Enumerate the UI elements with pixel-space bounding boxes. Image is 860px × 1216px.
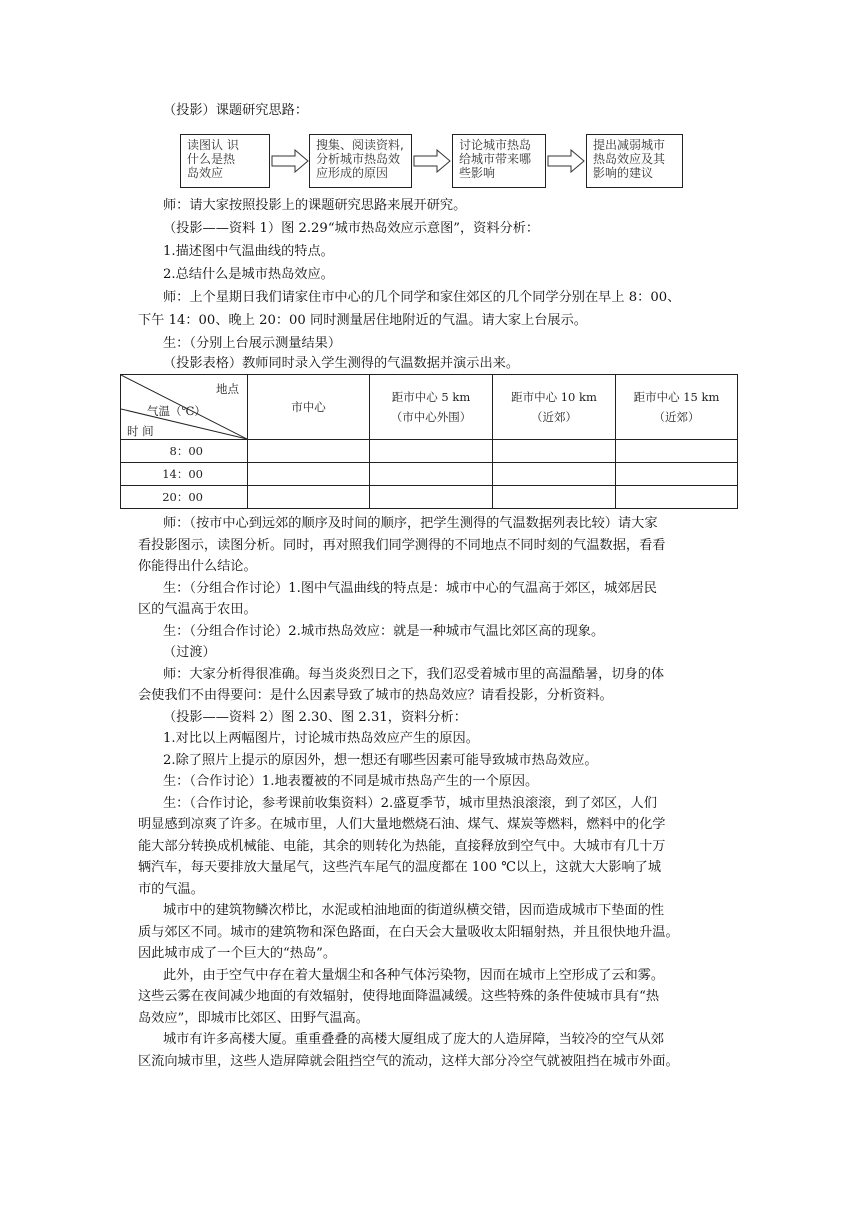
body-line: 会使我们不由得要问：是什么因素导致了城市的热岛效应？请看投影，分析资料。	[138, 688, 613, 703]
column-header-text: 距市中心 10 km	[511, 390, 597, 404]
body-line: （过渡）	[163, 645, 216, 660]
table-cell	[616, 463, 738, 486]
flow-step-1-line: 岛效应	[187, 166, 224, 180]
body-line: 岛效应”，即城市比郊区、田野气温高。	[138, 1010, 369, 1026]
body-line: 师：（按市中心到远郊的顺序及时间的顺序，把学生测得的气温数据列表比较）请大家	[163, 516, 658, 531]
column-header-subtext: （市中心外围）	[390, 410, 472, 424]
table-row	[121, 440, 738, 463]
table-cell	[248, 463, 370, 486]
table-cell	[616, 440, 738, 463]
text-line: 1.描述图中气温曲线的特点。	[163, 244, 334, 259]
table-cell	[493, 440, 616, 463]
body-line: 市的气温。	[138, 881, 204, 897]
flow-step-4-line: 提出减弱城市	[593, 138, 666, 152]
flow-arrow-icon	[271, 149, 309, 173]
table-header-cell	[248, 375, 370, 440]
table-row	[121, 463, 738, 486]
flow-step-4-line: 影响的建议	[593, 166, 654, 180]
body-line: 生：（分组合作讨论）2.城市热岛效应：就是一种城市气温比郊区高的现象。	[163, 623, 605, 639]
temperature-table	[120, 374, 738, 509]
table-cell	[248, 486, 370, 509]
row-time-label: 8：00	[121, 440, 248, 463]
table-header-cell	[616, 375, 738, 440]
table-cell	[493, 486, 616, 509]
corner-label-time: 时 间	[127, 424, 154, 438]
body-line: 城市有许多高楼大厦。重重叠叠的高楼大厦组成了庞大的人造屏障，当较冷的空气从郊	[163, 1032, 665, 1047]
table-cell	[370, 440, 493, 463]
body-line: 质与郊区不同。城市的建筑物和深色路面，在白天会大量吸收太阳辐射热，并且很快地升温。	[138, 924, 679, 940]
table-cell	[616, 486, 738, 509]
table-cell	[370, 486, 493, 509]
flow-step-3	[452, 134, 546, 188]
body-line: 这些云雾在夜间减少地面的有效辐射，使得地面降温减缓。这些特殊的条件使城市具有“热	[138, 989, 660, 1004]
flow-step-2	[309, 134, 412, 188]
body-line: 城市中的建筑物鳞次栉比，水泥或柏油地面的街道纵横交错，因而造成城市下垫面的性	[163, 903, 665, 918]
column-header-text: 距市中心 15 km	[633, 390, 720, 404]
flow-step-1	[180, 134, 270, 188]
text-line: 2.总结什么是城市热岛效应。	[163, 267, 334, 282]
table-row	[121, 486, 738, 509]
flow-step-1-line: 什么是热	[187, 152, 236, 166]
body-line: 区流向城市里，这些人造屏障就会阻挡空气的流动，这样大部分冷空气就被阻挡在城市外面。	[138, 1053, 679, 1069]
body-line: 生：（合作讨论，参考课前收集资料）2.盛夏季节，城市里热浪滚滚，到了郊区，人们	[163, 795, 657, 811]
body-line: 辆汽车，每天要排放大量尾气，这些汽车尾气的温度都在 100 ℃以上，这就大大影响了城	[138, 860, 662, 875]
column-header-subtext: （近郊）	[531, 410, 577, 424]
text-line: 下午 14：00、晚上 20：00 同时测量居住地附近的气温。请大家上台展示。	[138, 313, 587, 328]
body-line: 看投影图示，读图分析。同时，再对照我们同学测得的不同地点不同时刻的气温数据，看看	[138, 537, 666, 553]
text-line: 师：上个星期日我们请家住市中心的几个同学和家住郊区的几个同学分别在早上 8：00、	[163, 290, 681, 305]
row-time-label: 20：00	[121, 486, 248, 509]
body-line: 你能得出什么结论。	[138, 559, 257, 574]
text-line: （投影——资料 1）图 2.29“城市热岛效应示意图”，资料分析：	[163, 221, 540, 236]
flow-step-2-line: 搜集、阅读资料,	[316, 138, 404, 152]
body-line: 明显感到凉爽了许多。在城市里，人们大量地燃烧石油、煤气、煤炭等燃料，燃料中的化学	[138, 817, 666, 832]
body-line: 生：（合作讨论）1.地表覆被的不同是城市热岛产生的一个原因。	[163, 774, 539, 789]
flow-step-3-line: 讨论城市热岛	[459, 138, 532, 152]
table-corner-cell	[121, 375, 248, 440]
text-line: 师：请大家按照投影上的课题研究思路来展开研究。	[163, 198, 467, 213]
body-line: 因此城市成了一个巨大的“热岛”。	[138, 946, 337, 961]
intro-line: （投影）课题研究思路：	[163, 103, 309, 118]
flow-step-1-line: 读图认 识	[187, 138, 239, 152]
body-line: 1.对比以上两幅图片，讨论城市热岛效应产生的原因。	[163, 731, 479, 746]
body-text	[138, 513, 740, 1072]
table-header-cell	[493, 375, 616, 440]
table-header-cell	[370, 375, 493, 440]
body-line: 生：（分组合作讨论）1.图中气温曲线的特点是：城市中心的气温高于郊区，城郊居民	[163, 580, 657, 596]
body-line: 2.除了照片上提示的原因外，想一想还有哪些因素可能导致城市热岛效应。	[163, 752, 598, 768]
text-line: （投影表格）教师同时录入学生测得的气温数据并演示出来。	[163, 356, 520, 371]
column-header-subtext: （近郊）	[653, 410, 700, 424]
body-line: 此外，由于空气中存在着大量烟尘和各种气体污染物，因而在城市上空形成了云和雾。	[163, 967, 665, 983]
flow-arrow-icon	[413, 149, 451, 173]
row-time-label: 14：00	[121, 463, 248, 486]
body-line: 区的气温高于农田。	[138, 602, 257, 617]
flow-step-2-line: 分析城市热岛效	[316, 152, 401, 166]
corner-label-temperature: 气温（℃）	[147, 404, 206, 418]
corner-label-location: 地点	[216, 382, 239, 396]
flow-step-4	[586, 134, 683, 188]
body-line: 师：大家分析得很准确。每当炎炎烈日之下，我们忍受着城市里的高温酷暑，切身的体	[163, 666, 665, 682]
body-line: 能大部分转换成机械能、电能，其余的则转化为热能，直接释放到空气中。大城市有几十万	[138, 838, 666, 854]
body-line: （投影——资料 2）图 2.30、图 2.31，资料分析：	[163, 709, 467, 725]
flow-step-3-line: 给城市带来哪	[459, 152, 532, 166]
column-header-text: 市中心	[291, 400, 326, 414]
table-cell	[248, 440, 370, 463]
column-header-text: 距市中心 5 km	[391, 390, 471, 404]
flow-arrow-icon	[547, 149, 585, 173]
text-line: 生：（分别上台展示测量结果）	[163, 336, 342, 351]
flow-step-4-line: 热岛效应及其	[593, 152, 666, 166]
flow-step-3-line: 些影响	[459, 166, 496, 180]
flow-step-2-line: 应形成的原因	[316, 166, 389, 180]
table-cell	[370, 463, 493, 486]
table-cell	[493, 463, 616, 486]
